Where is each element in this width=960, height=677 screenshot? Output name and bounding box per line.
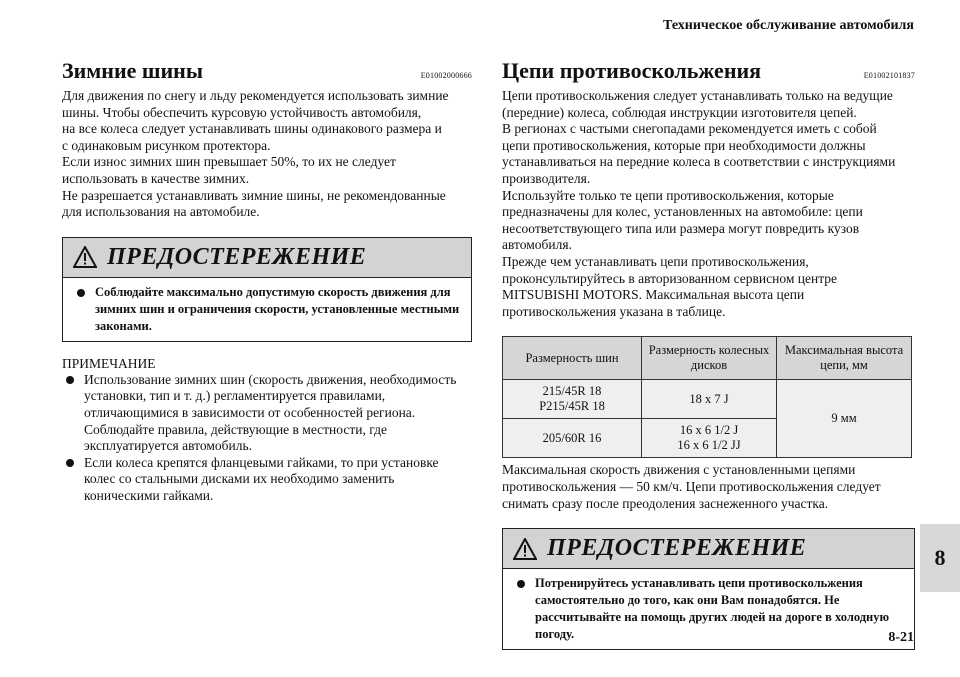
note-item	[62, 455, 472, 505]
text-line: Не разрешается устанавливать зимние шины, не рекомендованные	[62, 187, 446, 203]
section-title-row	[62, 58, 472, 84]
body-text	[502, 88, 915, 320]
text-line: (передние) колеса, соблюдая инструкции изготовителя цепей.	[502, 104, 857, 120]
chain-spec-table	[502, 336, 912, 458]
text-line: Максимальная скорость движения с установленными цепями	[502, 462, 856, 478]
warning-title: ПРЕДОСТЕРЕЖЕНИЕ	[547, 535, 807, 562]
warning-box	[62, 237, 472, 342]
text-line: противоскольжения — 50 км/ч. Цепи противоскольжения следует	[502, 478, 881, 494]
page-number: 8-21	[888, 630, 914, 645]
warning-header	[503, 529, 914, 569]
snow-chains-section	[502, 58, 915, 650]
table-header: Размерность колесных дисков	[642, 337, 777, 380]
table-header-row	[503, 337, 912, 380]
text-line: использовать в качестве зимних.	[62, 170, 250, 186]
table-cell-tire: 205/60R 16	[503, 419, 642, 458]
text-line: В регионах с частыми снегопадами рекомендуется иметь с собой	[502, 121, 877, 137]
running-header: Техническое обслуживание автомобиля	[663, 18, 914, 33]
text-line: Для движения по снегу и льду рекомендуется использовать зимние	[62, 88, 449, 103]
note-text: Если колеса крепятся фланцевыми гайками, то при установке колес со стальными дисками их необходимо заменить коническими гайками.	[84, 454, 439, 503]
text-line: устанавливаться на передние колеса в соответствии с инструкциями	[502, 154, 896, 170]
note-item	[62, 372, 472, 455]
text-line: Прежде чем устанавливать цепи противоскольжения,	[502, 253, 809, 269]
bullet-icon	[66, 376, 74, 384]
text-line: противоскольжения указана в таблице.	[502, 303, 726, 319]
section-title: Зимние шины	[62, 58, 203, 83]
table-header: Размерность шин	[503, 337, 642, 380]
table-header: Максимальная высота цепи, мм	[777, 337, 912, 380]
after-table-text	[502, 462, 915, 512]
text-line: производителя.	[502, 170, 591, 186]
warning-text: Соблюдайте максимально допустимую скорость движения для зимних шин и ограничения скорости, установленные местными законами.	[95, 284, 460, 333]
note-text: Использование зимних шин (скорость движения, необходимость установки, тип и т. д.) регламентируется правилами, отличающимися в зависимости от особенностей региона. Соблюдайте правила, действующие в местности, где эксплуатируется автомобиль.	[84, 371, 457, 454]
chapter-tab: 8	[920, 524, 960, 592]
table-cell-rim: 18 x 7 J	[642, 380, 777, 419]
text-line: проконсультируйтесь в авторизованном сервисном центре	[502, 270, 837, 286]
table-cell-max-height: 9 мм	[777, 380, 912, 458]
warning-header	[63, 238, 471, 278]
table-cell-rim: 16 x 6 1/2 J 16 x 6 1/2 JJ	[642, 419, 777, 458]
winter-tires-section	[62, 58, 472, 505]
section-code: E01002101837	[863, 71, 915, 80]
text-line: на все колеса следует устанавливать шины одинакового размера и	[62, 121, 442, 137]
warning-triangle-icon	[513, 538, 537, 560]
text-line: снимать сразу после преодоления заснеженного участка.	[502, 495, 829, 511]
text-line: автомобиля.	[502, 237, 572, 253]
warning-box	[502, 528, 915, 650]
bullet-icon	[77, 289, 85, 297]
bullet-icon	[66, 459, 74, 467]
section-title: Цепи противоскольжения	[502, 58, 762, 83]
text-line: шины. Чтобы обеспечить курсовую устойчивость автомобиля,	[62, 104, 422, 120]
bullet-icon	[517, 580, 525, 588]
table-cell-tire: 215/45R 18 P215/45R 18	[503, 380, 642, 419]
table-row	[503, 380, 912, 419]
text-line: с одинаковым рисунком протектора.	[62, 137, 271, 153]
text-line: для использования на автомобиле.	[62, 204, 260, 220]
warning-text: Потренируйтесь устанавливать цепи противоскольжения самостоятельно до того, как они Вам понадобятся. Не рассчитывайте на помощь других людей на дороге в холодную погоду.	[535, 576, 890, 642]
section-title-row	[502, 58, 915, 84]
body-text	[62, 88, 472, 221]
section-code: E01002000666	[420, 71, 472, 80]
warning-body	[63, 278, 471, 341]
text-line: предназначены для колес, установленных на автомобиле: цепи	[502, 204, 863, 220]
text-line: цепи противоскольжения, которые при необходимости должны	[502, 137, 866, 153]
text-line: Цепи противоскольжения следует устанавливать только на ведущие	[502, 88, 893, 103]
warning-body	[503, 569, 914, 649]
text-line: несоответствующего типа или размера могут повредить кузов	[502, 220, 860, 236]
note-label: ПРИМЕЧАНИЕ	[62, 355, 156, 371]
text-line: MITSUBISHI MOTORS. Максимальная высота цепи	[502, 287, 805, 303]
warning-triangle-icon	[73, 246, 97, 268]
text-line: Используйте только те цепи противоскольжения, которые	[502, 187, 834, 203]
warning-title: ПРЕДОСТЕРЕЖЕНИЕ	[107, 243, 367, 270]
text-line: Если износ зимних шин превышает 50%, то их не следует	[62, 154, 396, 170]
